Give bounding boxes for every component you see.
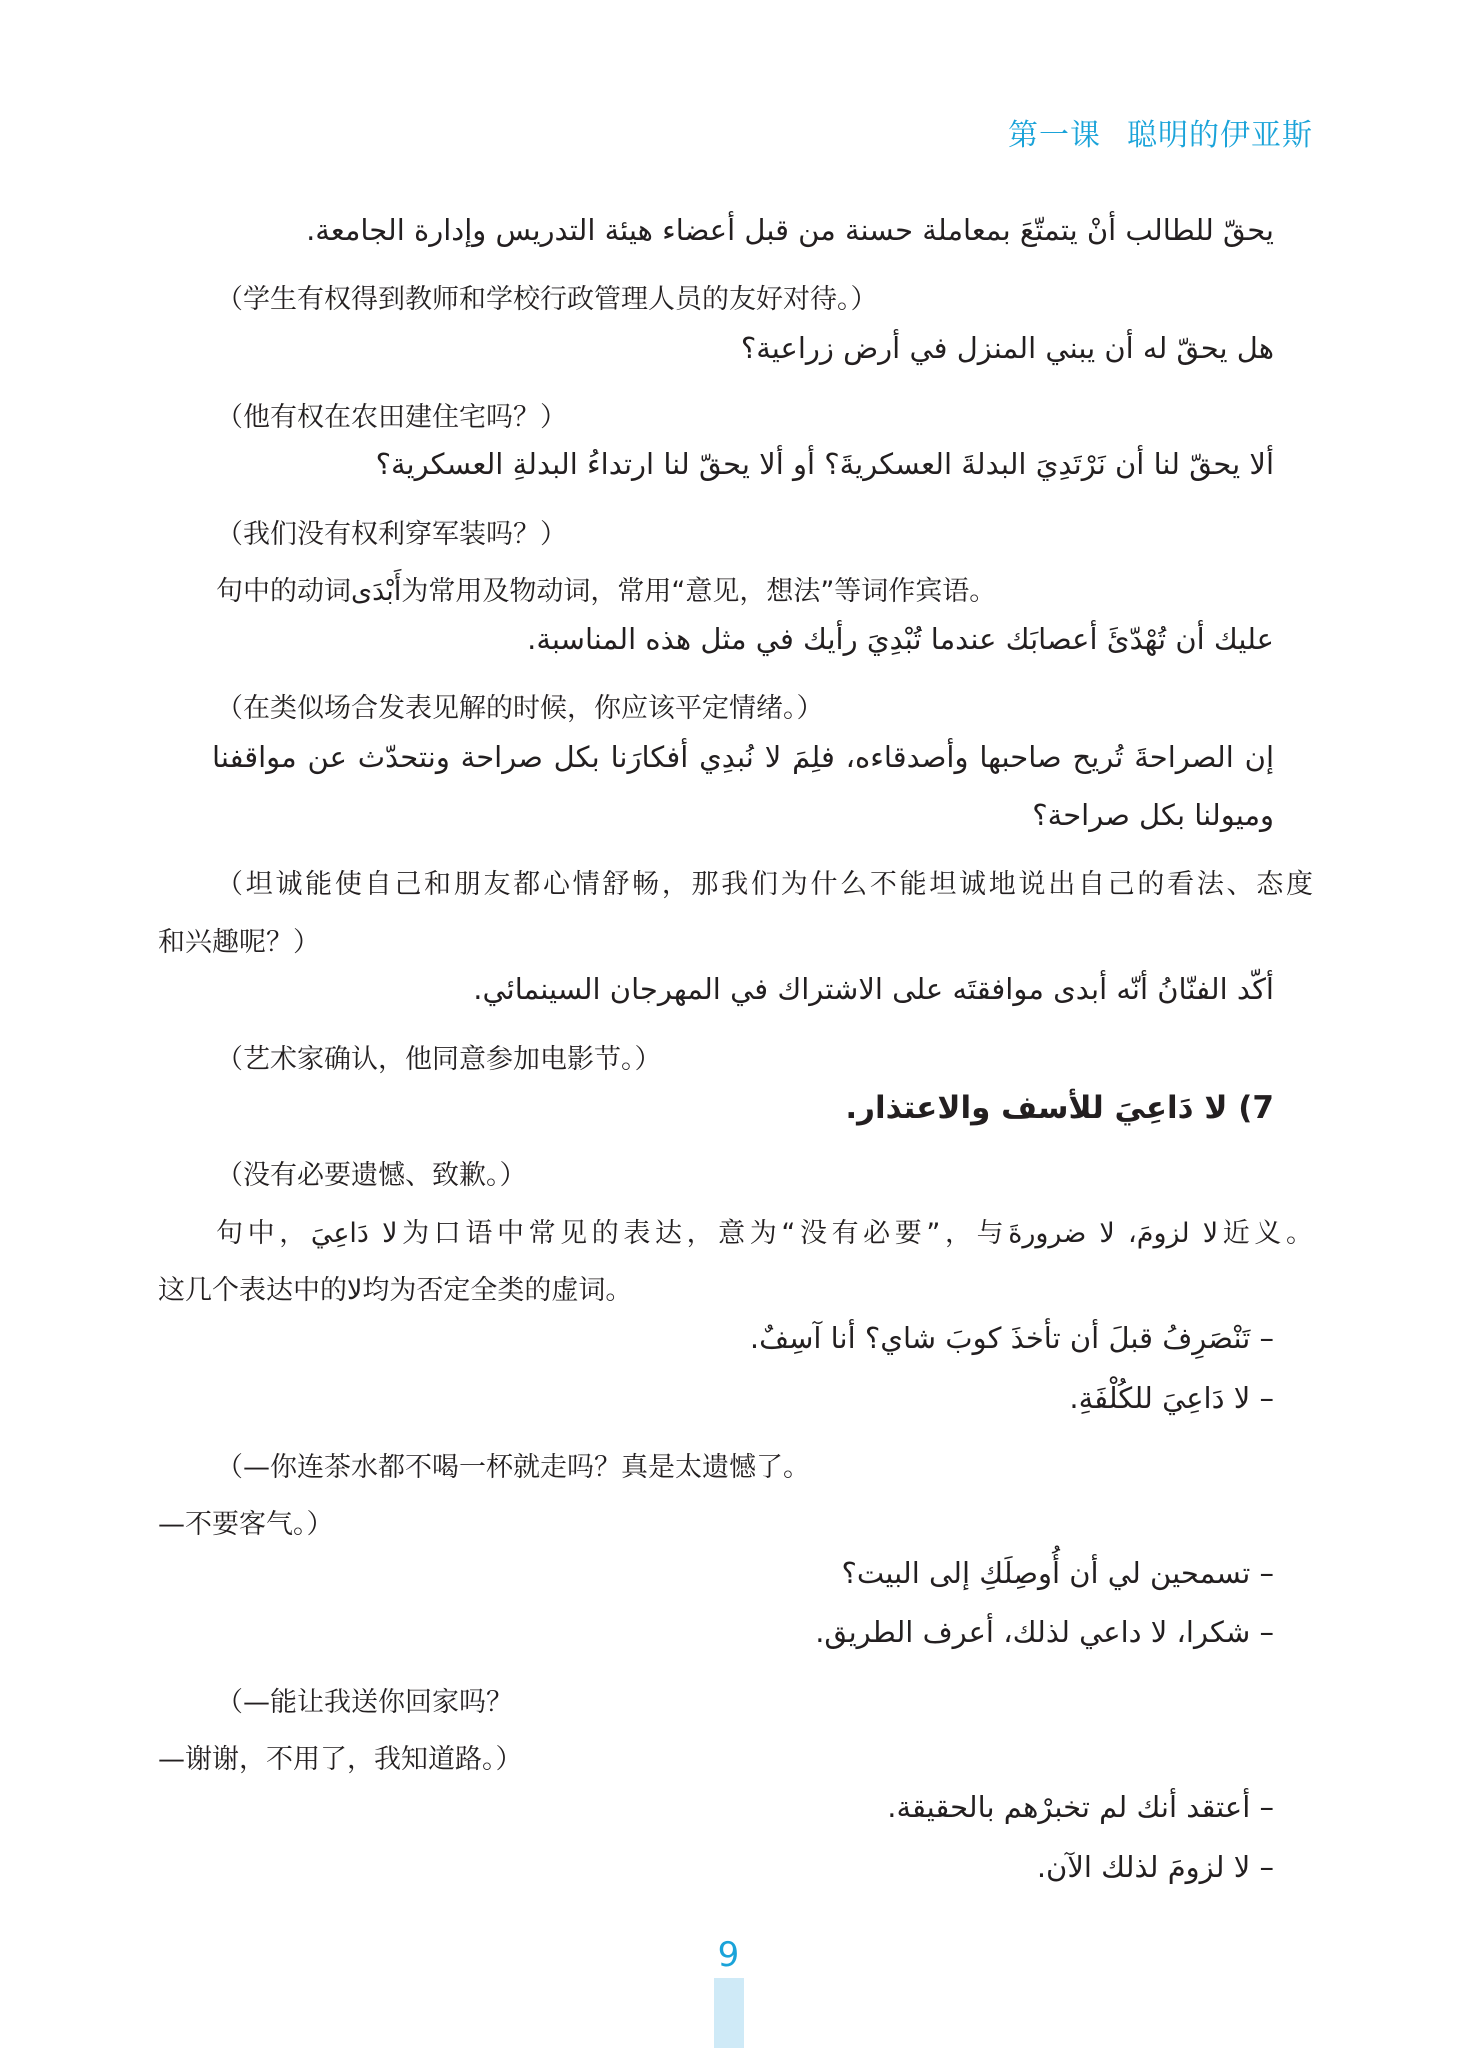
translation-3: （我们没有权利穿军装吗？） bbox=[216, 519, 567, 550]
translation-4: （在类似场合发表见解的时候，你应该平定情绪。） bbox=[216, 693, 824, 724]
arabic-example-3: ألا يحقّ لنا أن نَرْتَدِيَ البدلةَ العسكريةَ؟ أو ألا يحقّ لنا ارتداءُ البدلةِ العسكرية؟ bbox=[375, 447, 1274, 481]
translation-6: （艺术家确认，他同意参加电影节。） bbox=[216, 1044, 662, 1075]
translation-5a: （坦诚能使自己和朋友都心情舒畅，那我们为什么不能坦诚地说出自己的看法、态度 bbox=[216, 869, 1313, 900]
arabic-example-6: أكّد الفنّانُ أنّه أبدى موافقتَه على الاشتراك في المهرجان السينمائي. bbox=[473, 972, 1274, 1006]
dialogue-3-line-2: – لا لزومَ لذلك الآن. bbox=[1036, 1850, 1274, 1884]
arabic-example-2: هل يحقّ له أن يبني المنزل في أرض زراعية؟ bbox=[740, 331, 1274, 365]
dialogue-3-line-1: – أعتقد أنك لم تخبرْهم بالحقيقة. bbox=[887, 1790, 1274, 1824]
heading-translation: （没有必要遗憾、致歉。） bbox=[216, 1160, 527, 1191]
translation-5b: 和兴趣呢？） bbox=[158, 927, 320, 958]
arabic-example-5b: وميولنا بكل صراحة؟ bbox=[1032, 798, 1274, 832]
dialogue-1-line-2: – لا دَاعِيَ للكُلْفَةِ. bbox=[1069, 1381, 1274, 1415]
dialogue-1-line-1: – تَنْصَرِفُ قبلَ أن تأخذَ كوبَ شاي؟ أنا آسِفٌ. bbox=[749, 1321, 1274, 1355]
page-number: 9 bbox=[717, 1935, 740, 1975]
section-heading-7: 7) لا دَاعِيَ للأسف والاعتذار. bbox=[845, 1090, 1274, 1126]
grammar-note-la: 这几个表达中的لا均为否定全类的虚词。 bbox=[158, 1275, 633, 1306]
arabic-example-1: يحقّ للطالب أنْ يتمتّعَ بمعاملة حسنة من قبل أعضاء هيئة التدريس وإدارة الجامعة. bbox=[306, 213, 1274, 247]
dialogue-1-translation-2: —不要客气。） bbox=[158, 1509, 334, 1540]
translation-1: （学生有权得到教师和学校行政管理人员的友好对待。） bbox=[216, 284, 878, 315]
translation-2: （他有权在农田建住宅吗？） bbox=[216, 402, 567, 433]
dialogue-1-translation-1: （—你连茶水都不喝一杯就走吗？真是太遗憾了。 bbox=[216, 1452, 810, 1483]
grammar-note-la-daia: 句中，لا دَاعِيَ为口语中常见的表达，意为“没有必要”，与لا لزومَ، لا ضرورةَ近义。 bbox=[216, 1218, 1314, 1249]
page-tab-decoration bbox=[714, 1978, 744, 2048]
lesson-label: 第一课 bbox=[1008, 118, 1101, 153]
lesson-title: 聪明的伊亚斯 bbox=[1127, 118, 1313, 153]
arabic-example-4: عليك أن تُهْدّئَ أعصابَك عندما تُبْدِيَ رأيك في مثل هذه المناسبة. bbox=[527, 622, 1274, 656]
grammar-note-abda: 句中的动词أَبْدَى为常用及物动词，常用“意见，想法”等词作宾语。 bbox=[216, 576, 997, 607]
dialogue-2-translation-2: —谢谢，不用了，我知道路。） bbox=[158, 1744, 523, 1775]
dialogue-2-line-2: – شكرا، لا داعي لذلك، أعرف الطريق. bbox=[815, 1615, 1274, 1649]
arabic-example-5a: إن الصراحةَ تُريح صاحبها وأصدقاءه، فلِمَ لا نُبدِي أفكارَنا بكل صراحة ونتحدّث عن مواقفنا bbox=[212, 740, 1274, 774]
running-header bbox=[1008, 110, 1313, 154]
dialogue-2-line-1: – تسمحين لي أن أُوصِلَكِ إلى البيت؟ bbox=[841, 1556, 1274, 1590]
dialogue-2-translation-1: （—能让我送你回家吗？ bbox=[216, 1687, 513, 1718]
